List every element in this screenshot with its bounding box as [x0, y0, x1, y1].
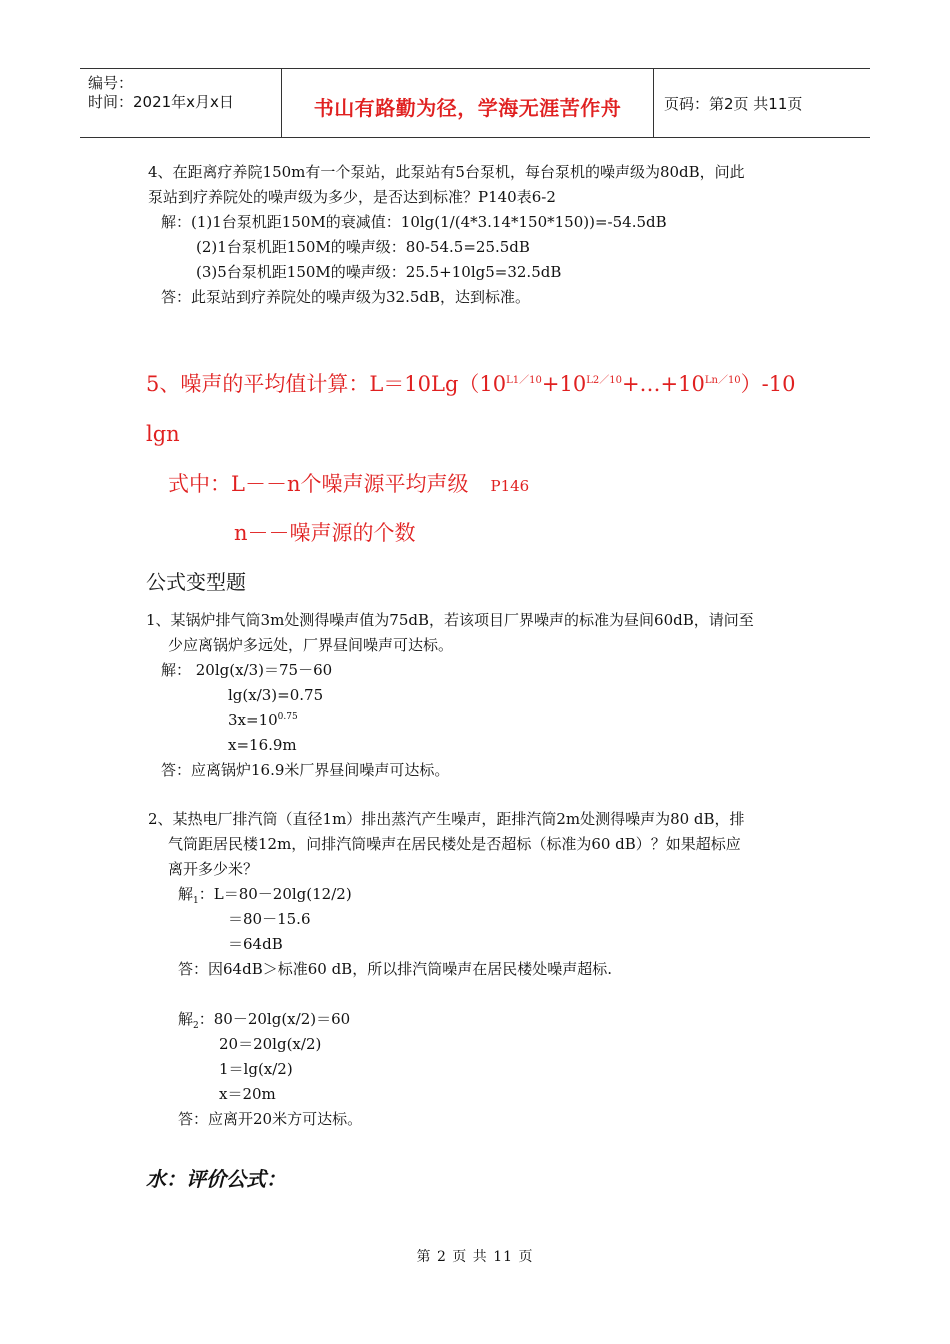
v2-line1: 2、某热电厂排汽筒（直径1m）排出蒸汽产生噪声，距排汽筒2m处测得噪声为80 dB，排	[148, 810, 745, 828]
formula-prefix: 5、噪声的平均值计算：L＝10Lg（10	[146, 372, 507, 396]
v1-answer: 答：应离锅炉16.9米厂界昼间噪声可达标。	[161, 761, 450, 779]
v2-s2-label: 解	[178, 1010, 194, 1028]
v2-s1-subscript: 1	[193, 896, 199, 906]
water-section-title: 水：评价公式：	[146, 1167, 286, 1191]
formula-exponent-3: Ln／10	[704, 375, 741, 386]
v1-step3-exponent: 0.75	[277, 712, 298, 722]
v2-s1-line1	[178, 884, 352, 904]
variant-section-title: 公式变型题	[146, 570, 246, 594]
v1-solution-step3	[228, 710, 298, 730]
v1-line1: 1、某锅炉排气筒3m处测得噪声值为75dB，若该项目厂界噪声的标准为昼间60dB，请问至	[146, 611, 754, 629]
q4-solution-step3: (3)5台泵机距150M的噪声级：25.5+10lg5=32.5dB	[196, 263, 562, 281]
q4-line2: 泵站到疗养院处的噪声级为多少，是否达到标准？P140表6-2	[148, 188, 556, 206]
v1-solution-step1: 解： 20lg(x/3)＝75－60	[161, 661, 333, 679]
v2-s1-line1-text: ：L＝80－20lg(12/2)	[198, 885, 352, 903]
q4-line1: 4、在距离疗养院150m有一个泵站，此泵站有5台泵机，每台泵机的噪声级为80dB，问此	[148, 163, 745, 181]
where-l-text: 式中：L－－n个噪声源平均声级	[168, 472, 469, 496]
v2-line3: 离开多少米？	[168, 860, 259, 878]
v2-s1-line3: ＝64dB	[228, 935, 283, 953]
section5-where-l	[168, 470, 529, 500]
header-motto-cell	[282, 69, 654, 137]
v1-step3-base: 3x=10	[228, 711, 278, 729]
v2-line2: 气筒距居民楼12m，问排汽筒噪声在居民楼处是否超标（标准为60 dB）？如果超标应	[168, 835, 741, 853]
v1-solution-step4: x=16.9m	[228, 736, 297, 754]
v2-s2-line2: 20＝20lg(x/2)	[219, 1035, 322, 1053]
header-page-cell	[654, 69, 870, 137]
formula-plus-1: +10	[541, 372, 587, 396]
header-number-label: 编号：	[88, 74, 134, 92]
v2-s1-label: 解	[178, 885, 194, 903]
v1-solution-step2: lg(x/3)=0.75	[228, 686, 324, 704]
header-info-cell	[80, 69, 282, 137]
v2-s1-answer: 答：因64dB＞标准60 dB，所以排汽筒噪声在居民楼处噪声超标.	[178, 960, 612, 978]
section5-formula-line2: lgn	[146, 422, 180, 446]
page-header	[80, 68, 870, 138]
v1-line2: 少应离锅炉多远处，厂界昼间噪声可达标。	[168, 636, 454, 654]
formula-plus-dots: +…+10	[621, 372, 705, 396]
where-page-ref: P146	[490, 477, 530, 495]
section5-where-n: n－－噪声源的个数	[234, 521, 416, 545]
page-footer: 第 2 页 共 11 页	[416, 1249, 534, 1265]
q4-solution-step1: 解：(1)1台泵机距150M的衰减值：10lg(1/(4*3.14*150*150))=-54.5dB	[161, 213, 667, 231]
header-motto: 书山有路勤为径，学海无涯苦作舟	[313, 96, 622, 120]
v2-s2-subscript: 2	[193, 1021, 199, 1031]
v2-s2-line1	[178, 1009, 350, 1029]
v2-s2-line3: 1＝lg(x/2)	[219, 1060, 293, 1078]
header-page-label: 页码：第2页 共11页	[664, 95, 803, 113]
header-time-label: 时间：2021年x月x日	[88, 93, 234, 111]
q4-solution-step2: (2)1台泵机距150M的噪声级：80-54.5=25.5dB	[196, 238, 530, 256]
v2-s1-line2: ＝80－15.6	[228, 910, 311, 928]
v2-s2-answer: 答：应离开20米方可达标。	[178, 1110, 363, 1128]
formula-exponent-2: L2／10	[586, 375, 622, 386]
section5-formula	[146, 370, 796, 398]
formula-exponent-1: L1／10	[506, 375, 542, 386]
v2-s2-line4: x＝20m	[219, 1085, 276, 1103]
v2-s2-line1-text: ：80－20lg(x/2)＝60	[198, 1010, 351, 1028]
q4-answer: 答：此泵站到疗养院处的噪声级为32.5dB，达到标准。	[161, 288, 531, 306]
formula-suffix: ）-10	[740, 372, 796, 396]
